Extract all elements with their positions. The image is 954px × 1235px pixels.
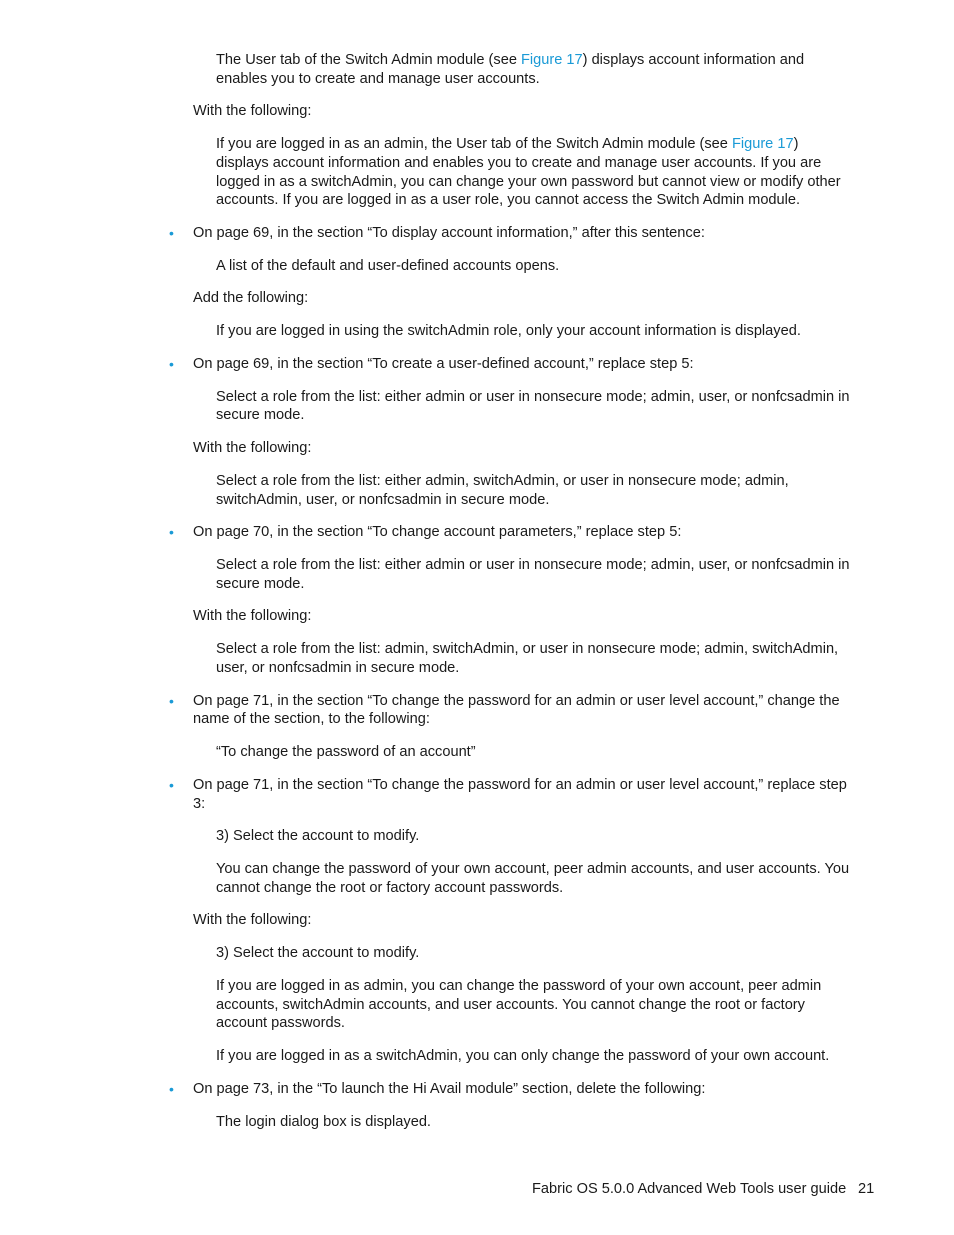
replacement-text: If you are logged in using the switchAdmin role, only your account information is displayed.: [216, 323, 801, 339]
with-following-label: With the following:: [193, 440, 312, 456]
with-following-label: With the following:: [193, 103, 312, 119]
bullet-text: On page 71, in the section “To change the password for an admin or user level account,” change the: [193, 693, 840, 709]
paragraph-line: logged in as a switchAdmin, you can change your own password but cannot view or modify other: [216, 174, 841, 190]
bullet-icon: •: [169, 225, 174, 241]
paragraph-line: The User tab of the Switch Admin module (see Figure 17) displays account information and: [216, 52, 805, 68]
bullet-text: On page 71, in the section “To change the password for an admin or user level account,” replace step: [193, 777, 847, 793]
paragraph-line: enables you to create and manage user accounts.: [216, 71, 540, 87]
figure-link[interactable]: Figure 17: [731, 136, 794, 152]
replacement-text: Select a role from the list: admin, switchAdmin, or user in nonsecure mode; admin, switchAdmin,: [216, 641, 839, 657]
page-number: 21: [858, 1181, 875, 1197]
bullet-icon: •: [169, 1081, 174, 1097]
footer-title: Fabric OS 5.0.0 Advanced Web Tools user guide: [532, 1181, 847, 1197]
replacement-text: 3) Select the account to modify.: [216, 945, 420, 961]
bullet-icon: •: [169, 356, 174, 372]
quoted-text: A list of the default and user-defined accounts opens.: [216, 258, 560, 274]
bullet-icon: •: [169, 693, 174, 709]
quoted-text: secure mode.: [216, 576, 305, 592]
bullet-icon: •: [169, 524, 174, 540]
quoted-text: Select a role from the list: either admin or user in nonsecure mode; admin, user, or nonfcsadmin in: [216, 557, 850, 573]
paragraph-line: If you are logged in as an admin, the User tab of the Switch Admin module (see Figure 17): [216, 136, 799, 152]
bullet-text: On page 73, in the “To launch the Hi Avail module” section, delete the following:: [193, 1081, 706, 1097]
with-following-label: With the following:: [193, 608, 312, 624]
replacement-text: Select a role from the list: either admin, switchAdmin, or user in nonsecure mode; admin,: [216, 473, 789, 489]
quoted-text: You can change the password of your own account, peer admin accounts, and user accounts. You: [216, 861, 850, 877]
quoted-text: Select a role from the list: either admin or user in nonsecure mode; admin, user, or nonfcsadmin in: [216, 389, 850, 405]
bullet-text: On page 69, in the section “To create a user-defined account,” replace step 5:: [193, 356, 694, 372]
bullet-icon: •: [169, 777, 174, 793]
replacement-text: accounts, switchAdmin accounts, and user accounts. You cannot change the root or factory: [216, 997, 805, 1013]
quoted-text: The login dialog box is displayed.: [216, 1114, 431, 1130]
paragraph-line: displays account information and enables you to create and manage user accounts. If you are: [216, 155, 822, 171]
quoted-text: “To change the password of an account”: [216, 744, 476, 760]
add-following-label: Add the following:: [193, 290, 309, 306]
bullet-text: name of the section, to the following:: [193, 711, 430, 727]
quoted-text: secure mode.: [216, 407, 305, 423]
quoted-text: 3) Select the account to modify.: [216, 828, 420, 844]
with-following-label: With the following:: [193, 912, 312, 928]
bullet-text: 3:: [193, 796, 206, 812]
quoted-text: cannot change the root or factory account passwords.: [216, 880, 564, 896]
replacement-text: account passwords.: [216, 1015, 345, 1031]
replacement-text: If you are logged in as admin, you can change the password of your own account, peer admin: [216, 978, 822, 994]
replacement-text: user, or nonfcsadmin in secure mode.: [216, 660, 460, 676]
bullet-text: On page 69, in the section “To display account information,” after this sentence:: [193, 225, 705, 241]
replacement-text: If you are logged in as a switchAdmin, you can only change the password of your own account.: [216, 1048, 830, 1064]
figure-link[interactable]: Figure 17: [521, 52, 583, 68]
replacement-text: switchAdmin, user, or nonfcsadmin in secure mode.: [216, 492, 550, 508]
paragraph-line: accounts. If you are logged in as a user role, you cannot access the Switch Admin module.: [216, 192, 801, 208]
bullet-text: On page 70, in the section “To change account parameters,” replace step 5:: [193, 524, 682, 540]
